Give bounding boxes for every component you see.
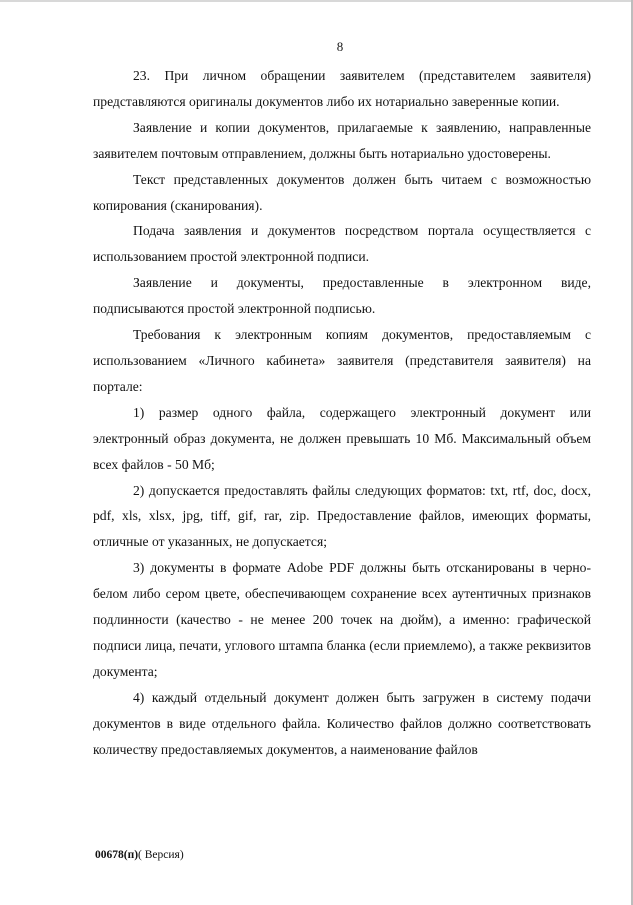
document-code: 00678(п) <box>95 849 139 861</box>
paragraph-readability: Текст представленных документов должен быть читаем с возможностью копирования (сканирования). <box>93 171 591 213</box>
paragraph-requirements-intro: Требования к электронным копиям документов, предоставляемым с использованием «Личного кабинета» заявителя (представителя заявителя) на портале: <box>93 327 591 394</box>
paragraph-requirement-1: 1) размер одного файла, содержащего электронный документ или электронный образ документа, не должен превышать 10 Мб. Максимальный объем всех файлов - 50 Мб; <box>93 404 591 472</box>
paragraph-requirement-3: 3) документы в формате Adobe PDF должны быть отсканированы в черно-белом либо сером цвете, обеспечивающем сохранение всех аутентичных признаков подлинности (качество - не менее 200 точек на дюйм), а именно: графической подписи лица, печати, углового штампа бланка (если приемлемо), а также реквизитов документа; <box>93 560 591 679</box>
paragraph-postal-submission: Заявление и копии документов, прилагаемые к заявлению, направленные заявителем почтовым отправлением, должны быть нотариально удостоверены. <box>93 119 591 161</box>
page-number: 8 <box>336 39 344 54</box>
document-version: ( Версия) <box>138 849 184 861</box>
paragraph-electronic-signature: Заявление и документы, предоставленные в электронном виде, подписываются простой электронной подписью. <box>93 275 591 317</box>
paragraph-requirement-2: 2) допускается предоставлять файлы следующих форматов: txt, rtf, doc, docx, pdf, xls, xlsx, jpg, tiff, gif, rar, zip. Предоставление файлов, имеющих форматы, отличные от указанных, не допускается; <box>93 482 591 550</box>
document-footer <box>95 849 184 861</box>
paragraph-requirement-4: 4) каждый отдельный документ должен быть загружен в систему подачи документов в виде отдельного файла. Количество файлов должно соответствовать количеству предоставляемых документов, а наименование файлов <box>93 689 591 757</box>
paragraph-personal-submission: 23. При личном обращении заявителем (представителем заявителя) представляются оригиналы документов либо их нотариально заверенные копии. <box>93 68 591 109</box>
paragraph-portal-submission: Подача заявления и документов посредством портала осуществляется с использованием простой электронной подписи. <box>93 223 591 265</box>
scan-edge-top <box>0 0 633 2</box>
document-body <box>93 63 591 762</box>
